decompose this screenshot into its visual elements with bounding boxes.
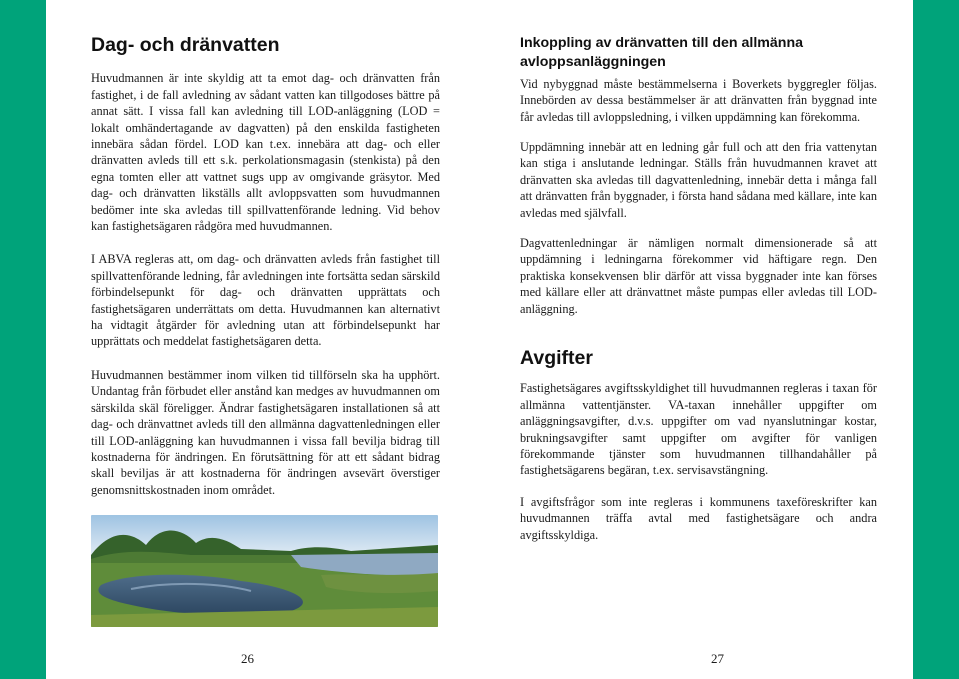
- left-paragraph-2: I ABVA regleras att, om dag- och dränvatten avleds från fastighet till spillvattenförande ledning, får avledningen inte fortsätta sedan särskild förbindelsepunkt för dag- och dränvatten upprättats och fastighetsägaren underrättats om detta. Huvudmannen kan alternativt ha vidtagit åtgärder för avledning utan att förbindelsepunkt har upprättats och meddelat fastighetsägaren detta.: [91, 252, 440, 349]
- right-page-column: [520, 34, 877, 543]
- right-paragraph-1: Vid nybyggnad måste bestämmelserna i Boverkets byggregler följas. Innebörden av dessa bestämmelser är att dränvatten från byggnad inte får avledas till avloppsledning, i vilken uppdämning kan förekomma.: [520, 76, 877, 124]
- section-title-avgifter: Avgifter: [520, 347, 593, 370]
- left-color-band: [0, 0, 46, 679]
- left-page-title: Dag- och dränvatten: [91, 34, 280, 56]
- right-paragraph-3: Dagvattenledningar är nämligen normalt dimensionerade så att uppdämning i ledningarna förekommer vid häftigare regn. Den praktiska konsekvensen blir därför att vissa byggnader inte kan förses med källare eller att dränvattnet måste pumpas eller avledas till LOD-anläggning.: [520, 236, 877, 316]
- right-paragraph-2: Uppdämning innebär att en ledning går full och att den fria vattenytan kan stiga i anslutande ledningar. Ställs från huvudmannen kravet att dränvatten ska avledas till dagvattenledning, innebär detta i många fall att dränvatten från byggnader, i första hand sådana med källare, inte kan avledas med självfall.: [520, 139, 877, 220]
- left-paragraph-1: Huvudmannen är inte skyldig att ta emot dag- och dränvatten från fastighet, i de fall avledning av sådant vatten kan tillgodoses bättre på annat sätt. I vissa fall kan avledning till LOD-anläggning (LOD = lokalt omhändertagande av dagvatten) på den enskilda fastigheten innebära sådan fördel. LOD kan t.ex. innebära att dag- och eller dränvatten avleds till ett s.k. perkolationsmagasin (stenkista) på den egna tomten eller att vattnet sugs upp av omgivande gräsytor. Med dag- och dränvatten likställs allt avloppsvatten som huvudmannen bedömer inte ska avledas till spillvattenförande ledning. Vid behov kan fastighetsägaren rådgöra med huvudmannen.: [91, 71, 440, 234]
- right-paragraph-4: Fastighetsägares avgiftsskyldighet till huvudmannen regleras i taxan för allmänna vattentjänster. VA-taxan innehåller uppgifter om anläggningsavgifter, d.v.s. uppgifter om vad nyanslutningar kostar, brukningsavgifter samt uppgifter om avgifter för vanligen förekommande tjänster som huvudmannen tillhandahåller på fastighetsägarens begäran, t.ex. servisavstängning.: [520, 381, 877, 478]
- right-color-band: [913, 0, 959, 679]
- right-paragraph-5: I avgiftsfrågor som inte regleras i kommunens taxeföreskrifter kan huvudmannen träffa avtal med fastighetsägare och andra avgiftsskyldiga.: [520, 494, 877, 542]
- left-paragraph-3: Huvudmannen bestämmer inom vilken tid tillförseln ska ha upphört. Undantag från förbudet eller anstånd kan medges av huvudmannen om särskilda skäl föreligger. Ändrar fastighetsägaren installationen så att dag- och dränvattnet avleds till den allmänna dagvattenledningen eller till LOD-anläggning kan huvudmannen i vissa fall bevilja bidrag till kostnaderna för ändringen. En förutsättning för att ett sådant bidrag skall beviljas är att kostnaderna för ändringen avsevärt överstiger genomsnittskostnaden inom området.: [91, 367, 440, 497]
- pond-photo-illustration: [91, 515, 438, 627]
- pond-landscape-photo: [91, 515, 438, 627]
- section-title-inkoppling: Inkoppling av dränvatten till den allmänna avloppsanläggningen: [520, 35, 804, 70]
- page-number-left: 26: [241, 651, 254, 666]
- page-number-right: 27: [711, 651, 724, 666]
- left-page-column: [91, 34, 440, 498]
